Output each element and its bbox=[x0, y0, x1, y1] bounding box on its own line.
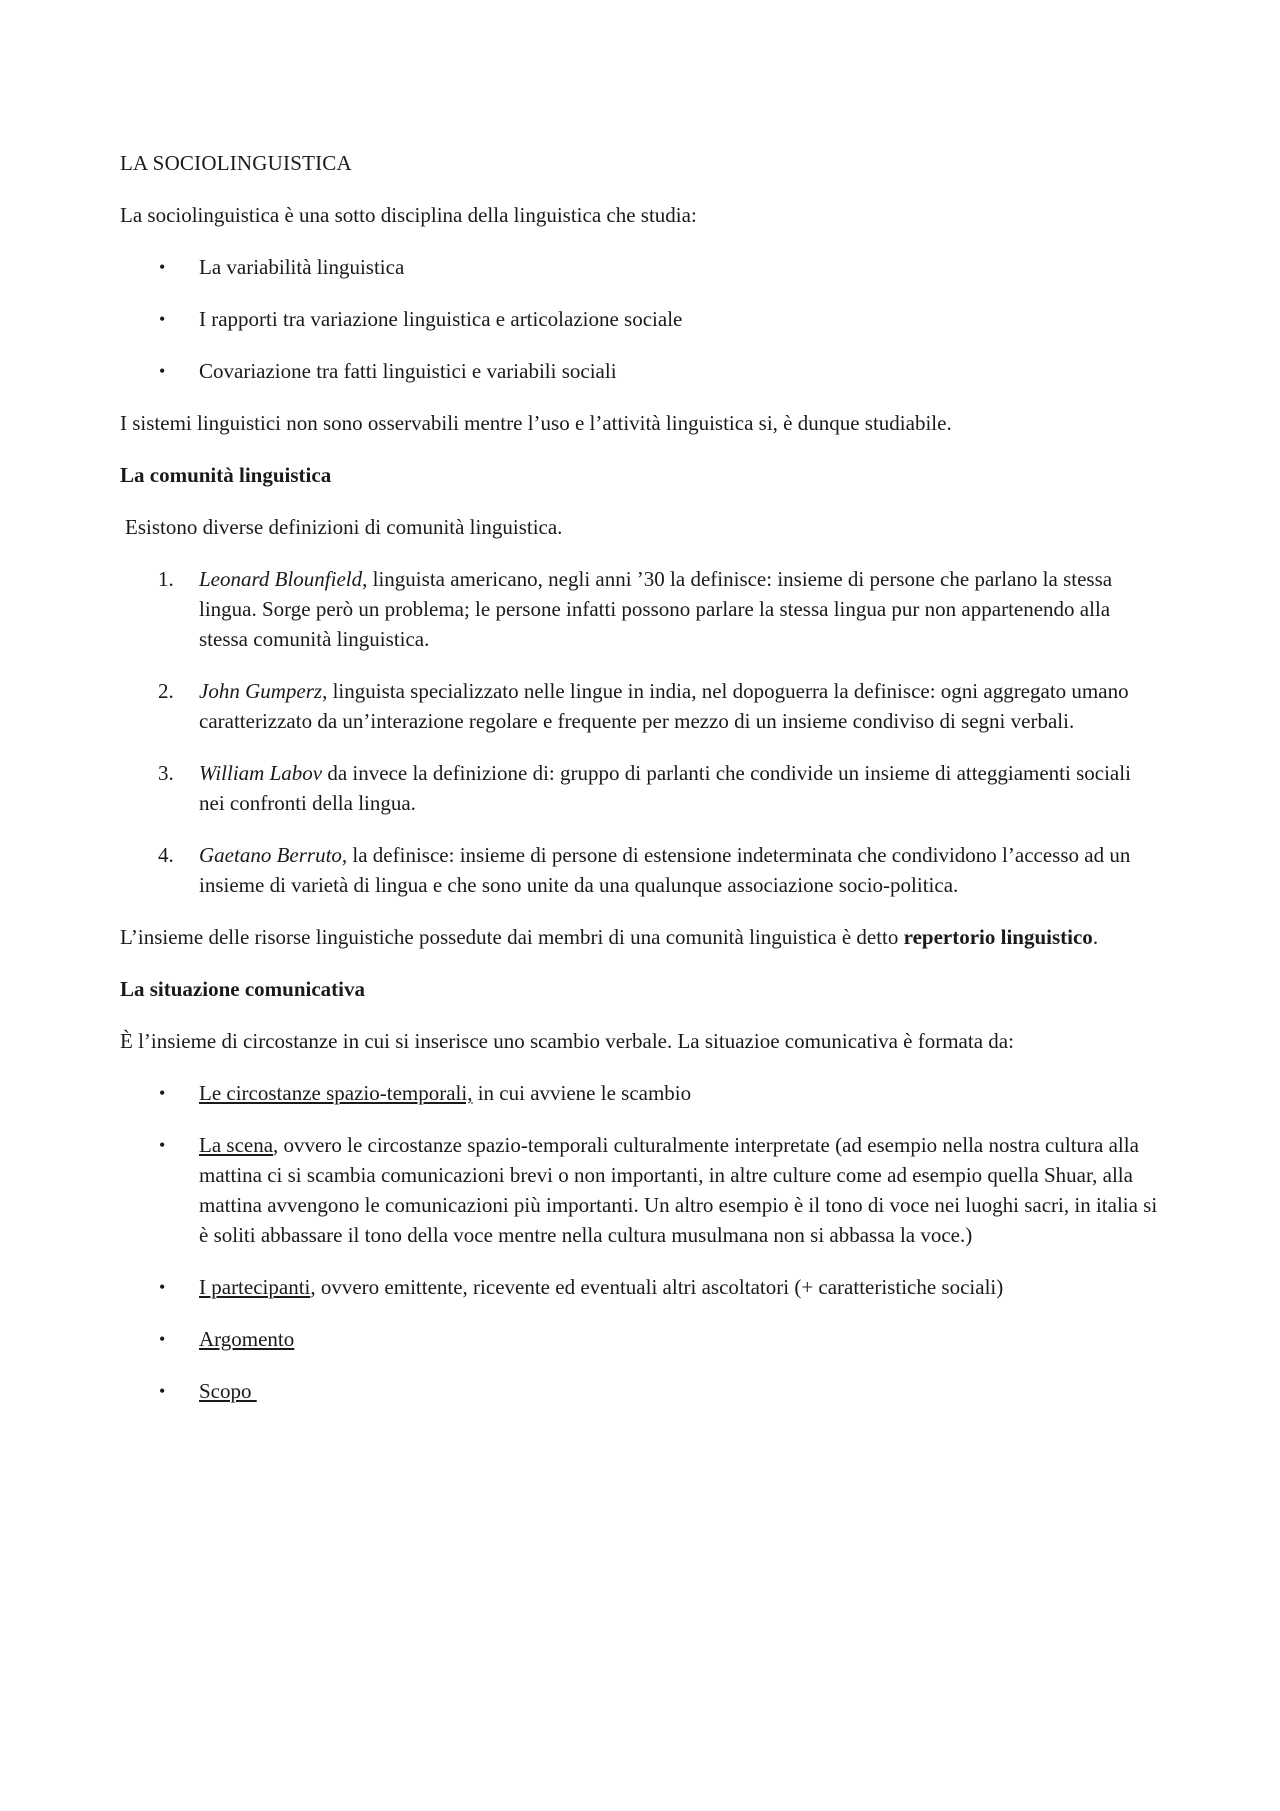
list-number: 1. bbox=[158, 567, 174, 591]
definition-text: da invece la definizione di: gruppo di parlanti che condivide un insieme di atteggiamenti sociali nei confronti della lingua. bbox=[199, 761, 1131, 815]
list-number: 2. bbox=[158, 679, 174, 703]
observation-paragraph: I sistemi linguistici non sono osservabili mentre l’uso e l’attività linguistica si, è dunque studiabile. bbox=[120, 411, 952, 435]
definition-text: , linguista specializzato nelle lingue in india, nel dopoguerra la definisce: ogni aggregato umano caratterizzato da un’interazione regolare e frequente per mezzo di un insieme condiviso di segni verbali. bbox=[199, 679, 1129, 733]
list-item-text: I rapporti tra variazione linguistica e articolazione sociale bbox=[199, 307, 683, 331]
item-text: , ovvero emittente, ricevente ed eventuali altri ascoltatori (+ caratteristiche sociali) bbox=[310, 1275, 1004, 1299]
definition-author: William Labov bbox=[199, 761, 323, 785]
list-number: 3. bbox=[158, 761, 174, 785]
intro-paragraph: La sociolinguistica è una sotto disciplina della linguistica che studia: bbox=[120, 203, 697, 227]
list-number: 4. bbox=[158, 843, 174, 867]
section-intro-comunita: Esistono diverse definizioni di comunità linguistica. bbox=[125, 515, 563, 539]
definition-item bbox=[120, 840, 1160, 900]
list-item-text: La variabilità linguistica bbox=[199, 255, 405, 279]
page-title: LA SOCIOLINGUISTICA bbox=[120, 151, 352, 175]
intro-bullet-list bbox=[120, 252, 1160, 386]
item-term: I partecipanti bbox=[199, 1275, 311, 1299]
bullet-icon: • bbox=[159, 1277, 166, 1297]
item-text: in cui avviene le scambio bbox=[472, 1081, 692, 1105]
definitions-list bbox=[120, 564, 1160, 900]
definition-text: , linguista americano, negli anni ’30 la definisce: insieme di persone che parlano la stessa lingua. Sorge però un problema; le persone infatti possono parlare la stessa lingua pur non appartenendo alla stessa comunità linguistica. bbox=[199, 567, 1113, 651]
bullet-icon: • bbox=[159, 257, 166, 277]
definition-item bbox=[120, 564, 1160, 654]
bullet-icon: • bbox=[159, 361, 166, 381]
definition-author: Leonard Blounfield bbox=[199, 567, 363, 591]
section-intro-situazione: È l’insieme di circostanze in cui si inserisce uno scambio verbale. La situazioe comunicativa è formata da: bbox=[120, 1029, 1014, 1053]
repertoire-text: L’insieme delle risorse linguistiche possedute dai membri di una comunità linguistica è detto bbox=[120, 925, 904, 949]
list-item bbox=[120, 1324, 1160, 1354]
section-heading-situazione: La situazione comunicativa bbox=[120, 977, 365, 1001]
list-item bbox=[120, 1376, 1160, 1406]
list-item-text: Covariazione tra fatti linguistici e variabili sociali bbox=[199, 359, 617, 383]
section-heading-comunita: La comunità linguistica bbox=[120, 463, 332, 487]
definition-author: Gaetano Berruto, bbox=[199, 843, 348, 867]
bullet-icon: • bbox=[159, 1083, 166, 1103]
list-item bbox=[120, 1130, 1160, 1250]
bullet-icon: • bbox=[159, 1135, 166, 1155]
bullet-icon: • bbox=[159, 1381, 166, 1401]
definition-item bbox=[120, 676, 1160, 736]
item-text: , ovvero le circostanze spazio-temporali culturalmente interpretate (ad esempio nella nostra cultura alla mattina ci si scambia comunicazioni brevi o non importanti, in altre culture come ad esempio quella Shuar, alla mattina avvengono le comunicazioni più importanti. Un altro esempio è il tono di voce nei luoghi sacri, in italia si è soliti abbassare il tono della voce mentre nella cultura musulmana non si abbassa la voce.) bbox=[199, 1133, 1158, 1247]
definition-author: John Gumperz bbox=[199, 679, 323, 703]
list-item bbox=[120, 356, 1160, 386]
item-term: Argomento bbox=[199, 1327, 295, 1351]
repertoire-term: repertorio linguistico bbox=[903, 925, 1093, 949]
item-term: La scena bbox=[199, 1133, 274, 1157]
list-item bbox=[120, 252, 1160, 282]
bullet-icon: • bbox=[159, 1329, 166, 1349]
list-item bbox=[120, 1272, 1160, 1302]
list-item bbox=[120, 304, 1160, 334]
definition-item bbox=[120, 758, 1160, 818]
definition-text: la definisce: insieme di persone di estensione indeterminata che condividono l’accesso ad un insieme di varietà di lingua e che sono unite da una qualunque associazione socio-politica. bbox=[199, 843, 1131, 897]
repertoire-end: . bbox=[1092, 925, 1099, 949]
item-term: Scopo bbox=[199, 1379, 257, 1403]
list-item bbox=[120, 1078, 1160, 1108]
repertoire-paragraph bbox=[120, 922, 1160, 952]
situation-bullet-list bbox=[120, 1078, 1160, 1406]
item-term: Le circostanze spazio-temporali, bbox=[199, 1081, 473, 1105]
bullet-icon: • bbox=[159, 309, 166, 329]
